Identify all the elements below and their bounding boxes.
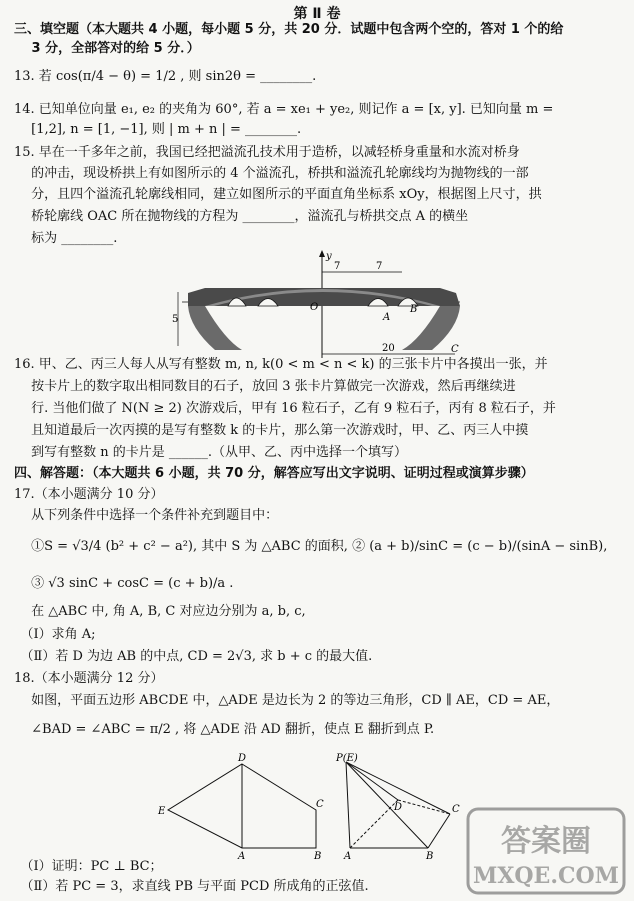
pent-D: D [238,753,247,764]
q17-line-2: 从下列条件中选择一个条件补充到题目中： [14,508,279,523]
dim-20: 20 [382,343,395,354]
dim-7-left: 7 [334,261,341,272]
q16-line-3: 行. 当他们做了 N(N ≥ 2) 次游戏后，甲有 16 粒石子，乙有 9 粒石子，丙有 8 粒石子，并 [14,401,556,416]
folded-figure [332,752,462,862]
fold-D: D [394,802,403,813]
watermark-url: MXQE.COM [472,863,620,889]
q17-line-5: 在 △ABC 中, 角 A, B, C 对应边分别为 a, b, c, [14,604,306,619]
q17-header: 17.（本小题满分 10 分） [14,487,164,502]
sec3-line-2: 3 分，全部答对的给 5 分．） [14,41,200,56]
pentagon-figure [150,752,340,862]
height-5-label: 5 [172,314,179,325]
q14-line-2: [1,2], n = [1, −1], 则 | m + n | = ________. [14,122,302,137]
watermark-cn: 答案圈 [501,824,591,859]
q17-cond-3: ③ √3 sinC + cosC = (c + b)/a . [14,576,234,591]
point-A: A [383,312,391,323]
y-axis-label: y [326,251,332,262]
fold-C: C [452,804,460,815]
point-O: O [310,302,319,313]
q15-line-3: 分，且四个溢流孔轮廓线相同，建立如图所示的平面直角坐标系 xOy，根据图上尺寸，拱 [14,187,542,202]
fold-B: B [426,851,434,862]
q16-line-5: 到写有整数 n 的卡片是 ______.（从甲、乙、丙中选择一个填写） [14,445,408,460]
point-B: B [410,304,418,315]
volume-title: 第 Ⅱ 卷 [293,6,341,22]
q18-line-2: 如图，平面五边形 ABCDE 中，△ADE 是边长为 2 的等边三角形，CD ∥ AE，CD = AE， [14,693,560,708]
q15-line-1: 15. 早在一千多年之前，我国已经把溢流孔技术用于造桥，以减轻桥身重量和水流对桥身 [14,145,520,160]
q16-line-4: 且知道最后一次丙摸的是写有整数 k 的卡片，那么第一次游戏时，甲、乙、丙三人中摸 [14,423,529,438]
pent-A: A [238,851,246,862]
point-C: C [451,344,459,355]
fold-P: P(E) [336,753,358,764]
sec4-heading: 四、解答题：（本大题共 6 小题，共 70 分，解答应写出文字说明、证明过程或演算步骤） [14,466,534,481]
pent-B: B [314,851,322,862]
bridge-figure [170,248,470,360]
q17-part-2: （Ⅱ）若 D 为边 AB 的中点, CD = 2√3, 求 b + c 的最大值. [14,649,373,664]
q13: 13. 若 cos(π/4 − θ) = 1/2 , 则 sin2θ = ________. [14,69,317,84]
q18-header: 18.（本小题满分 12 分） [14,671,164,686]
q18-part-2: （Ⅱ）若 PC = 3，求直线 PB 与平面 PCD 所成角的正弦值. [14,879,369,894]
q18-line-3: ∠BAD = ∠ABC = π/2 , 将 △ADE 沿 AD 翻折，使点 E 翻折到点 P. [14,722,435,737]
q17-part-1: （Ⅰ）求角 A; [14,627,96,642]
q14-line-1: 14. 已知单位向量 e₁, e₂ 的夹角为 60°, 若 a = xe₁ + ye₂, 则记作 a = [x, y]. 已知向量 m = [14,102,554,117]
q15-line-5: 标为 ________. [14,231,118,246]
q15-line-4: 桥轮廓线 OAC 所在抛物线的方程为 ________，溢流孔与桥拱交点 A 的横坐 [14,209,469,224]
q18-part-1: （Ⅰ）证明：PC ⊥ BC； [14,859,163,874]
pent-C: C [316,799,324,810]
watermark-logo [466,807,626,895]
fold-A: A [344,851,352,862]
q16-line-2: 按卡片上的数字取出相同数目的石子，放回 3 张卡片算做完一次游戏，然后再继续进 [14,379,516,394]
q15-line-2: 的冲击，现设桥拱上有如图所示的 4 个溢流孔，桥拱和溢流孔轮廓线均为抛物线的一部 [14,166,529,181]
dim-7-right: 7 [376,261,383,272]
pent-E: E [158,806,166,817]
q16-line-1: 16. 甲、乙、丙三人每人从写有整数 m, n, k(0 < m < n < k) 的三张卡片中各摸出一张，并 [14,357,548,372]
q17-cond-1-2: ①S = √3/4 (b² + c² − a²), 其中 S 为 △ABC 的面积, ② (a + b)/sinC = (c − b)/(sinA − sinB), [14,539,608,554]
sec3-line-1: 三、填空题（本大题共 4 小题，每小题 5 分，共 20 分．试题中包含两个空的，答对 1 个的给 [14,22,564,37]
